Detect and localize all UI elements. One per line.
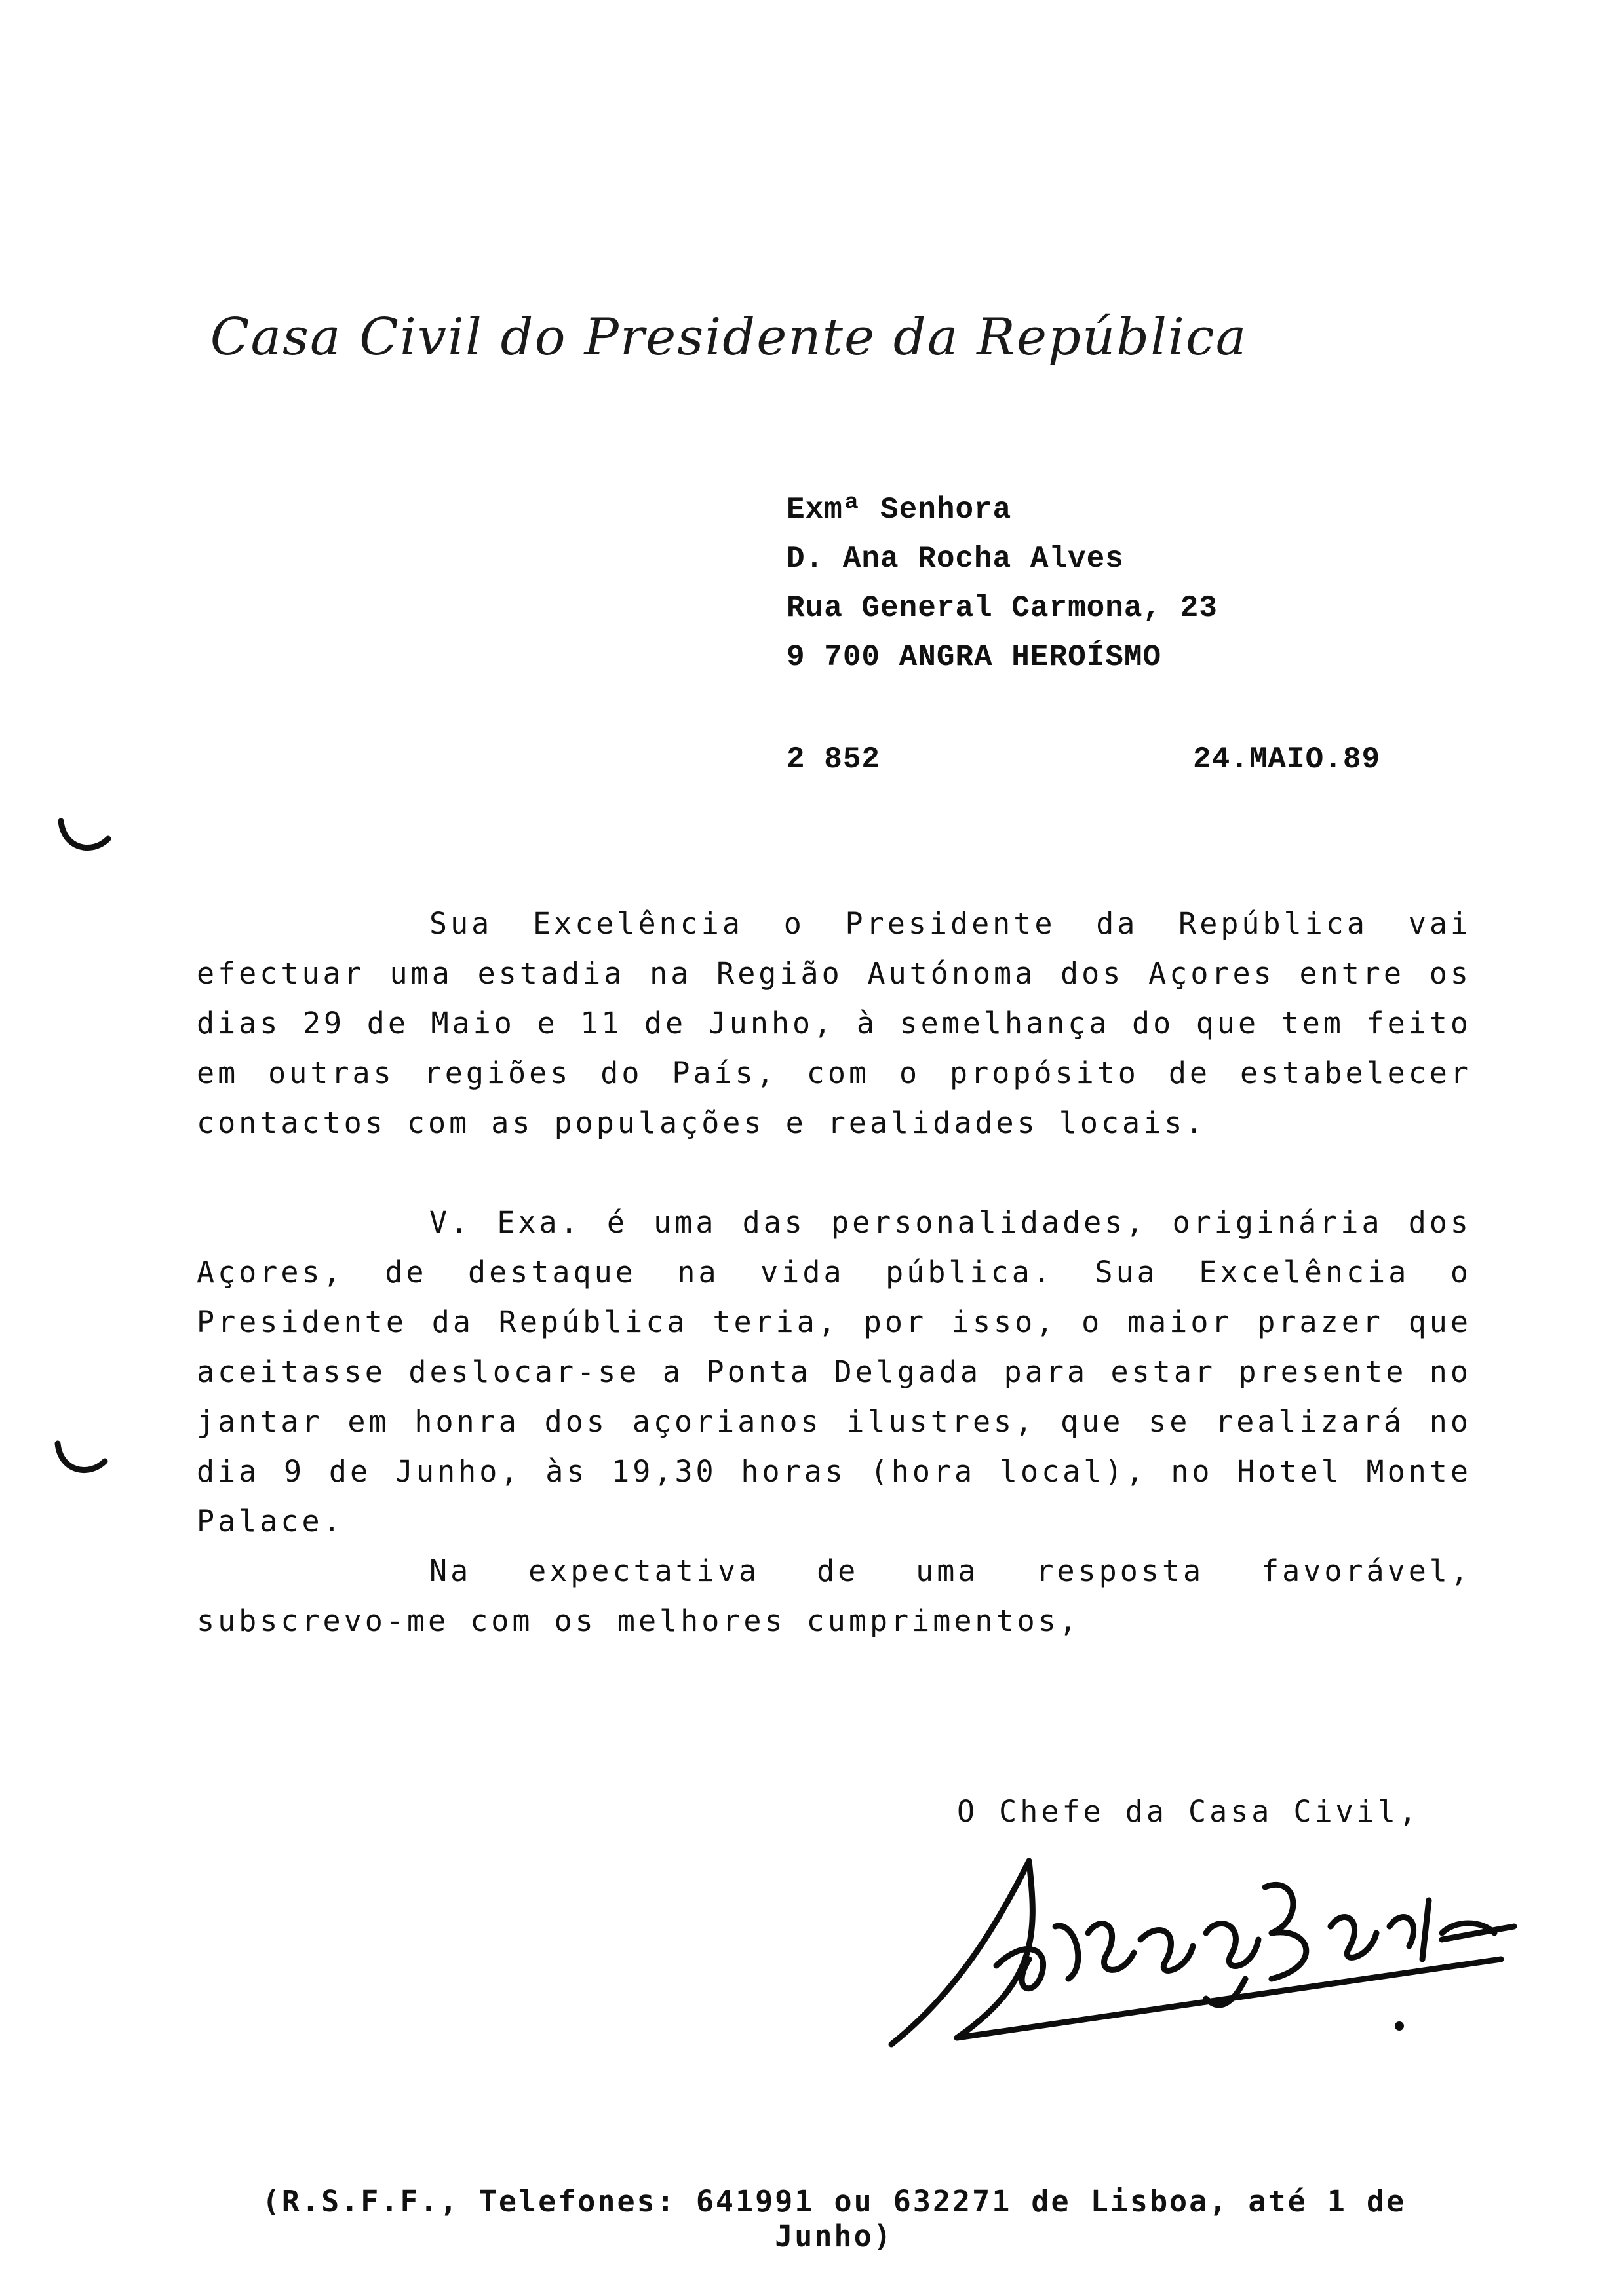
paragraph-2: V. Exa. é uma das personalidades, originária dos Açores, de destaque na vida pública. Sua Excelência o Presidente da República teria, por isso, o maior prazer que aceitasse deslocar-se a Ponta Delgada para estar presente no jantar em honra dos açorianos ilustres, que se realizará no dia 9 de Junho, às 19,30 horas (hora local), no Hotel Monte Palace. [197, 1205, 1471, 1539]
footer-note: (R.S.F.F., Telefones: 641991 ou 632271 de Lisboa, até 1 de Junho) [262, 2184, 1407, 2253]
letter-date: 24.MAIO.89 [1193, 742, 1381, 776]
margin-mark-icon [56, 816, 115, 862]
recipient-salutation: Exmª Senhora [787, 493, 1012, 527]
letterhead: Casa Civil do Presidente da República [210, 308, 1248, 367]
paragraph-1: Sua Excelência o Presidente da República vai efectuar uma estadia na Região Autónoma dos Açores entre os dias 29 de Maio e 11 de Junho, à semelhança do que tem feito em outras regiões do País, com o propósito de estabelecer contactos com as populações e realidades locais. [197, 906, 1471, 1140]
closing: O Chefe da Casa Civil, [957, 1794, 1420, 1829]
signature [878, 1848, 1521, 2057]
reference-number: 2 852 [787, 742, 881, 776]
paragraph-3: Na expectativa de uma resposta favorável, subscrevo-me com os melhores cumprimentos, [197, 1554, 1471, 1638]
recipient-name: D. Ana Rocha Alves [787, 542, 1124, 576]
recipient-city: 9 700 ANGRA HEROÍSMO [787, 640, 1162, 674]
margin-mark-icon [52, 1438, 111, 1484]
recipient-street: Rua General Carmona, 23 [787, 591, 1218, 625]
